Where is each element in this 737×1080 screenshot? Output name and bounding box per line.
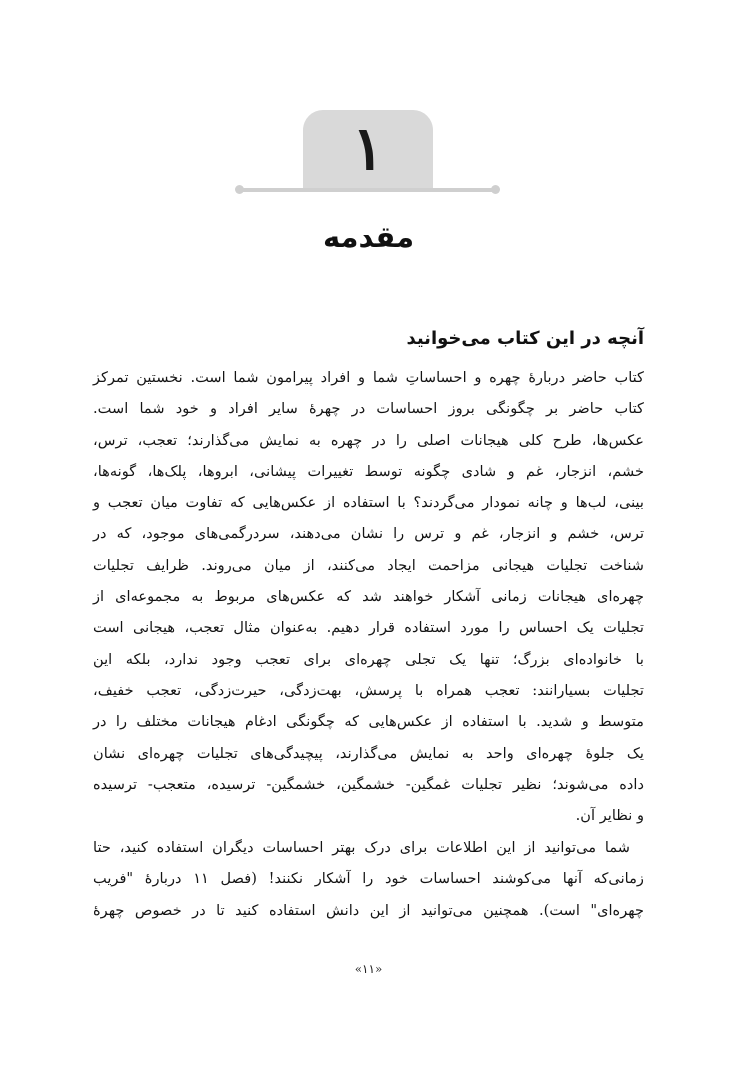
text-line: با خانواده‌ای بزرگ؛ تنها یک تجلی چهره‌ای برای تعجب وجود ندارد، بلکه این xyxy=(93,650,644,668)
text-line: شناخت تجلیات هیجانی مزاحمت ایجاد می‌کنند، از میان می‌روند. ظرایف تجلیات xyxy=(93,556,644,574)
text-line: بینی، لب‌ها و چانه نمودار می‌گردند؟ با استفاده از عکس‌هایی که تفاوت میان تعجب و xyxy=(93,494,644,512)
page-number: «۱۱» xyxy=(354,962,383,976)
text-line: متوسط و شدید. با استفاده از عکس‌هایی که چگونگی ادغام هیجانات مختلف را در xyxy=(93,713,644,731)
text-line: کتاب حاضر بر چگونگی بروز احساسات در چهرهٔ سایر افراد و خود شما است. xyxy=(93,400,644,418)
text-line: یک جلوهٔ چهره‌ای واحد به نمایش می‌گذارند، پیچیدگی‌های تجلیات چهره‌ای نشان xyxy=(93,744,644,762)
text-line: چهره‌ای هیجانات زمانی آشکار خواهند شد که عکس‌های مربوط به مجموعه‌ای از xyxy=(93,588,644,606)
text-line: زمانی‌که آنها می‌کوشند احساسات خود را آشکار نکنند! (فصل ۱۱ دربارهٔ "فریب xyxy=(93,870,644,888)
paragraph-1 xyxy=(93,362,644,831)
paragraph-2 xyxy=(93,832,644,926)
text-line: کتاب حاضر دربارهٔ چهره و احساساتِ شما و افراد پیرامون شما است. نخستین تمرکز xyxy=(93,369,644,386)
text-line: عکس‌ها، طرح کلی هیجانات اصلی را در چهره به نمایش می‌گذارند؛ تعجب، ترس، xyxy=(93,431,644,449)
text-line: ترس، خشم و انزجار، غم و ترس را نشان می‌دهند، سردرگمی‌های موجود، که در xyxy=(93,525,644,543)
text-line: تجلیات یک احساس را مورد استفاده قرار دهیم. به‌عنوان مثال تعجب، هیجانی است xyxy=(93,619,644,637)
text-line: چهره‌ای" است). همچنین می‌توانید از این دانش استفاده کنید تا در خصوص چهرهٔ xyxy=(93,901,644,919)
section-heading: آنچه در این کتاب می‌خوانید xyxy=(406,328,644,349)
divider-dot-left xyxy=(235,185,244,194)
text-line: و نظایر آن. xyxy=(575,807,644,825)
chapter-divider-rule xyxy=(240,188,495,192)
text-line: تجلیات بسیارانند: تعجب همراه با پرسش، بهت‌زدگی، حیرت‌زدگی، تعجب خفیف، xyxy=(93,681,644,699)
chapter-number: ۱ xyxy=(351,114,385,184)
divider-dot-right xyxy=(491,185,500,194)
text-line: خشم، انزجار، غم و شادی چگونه توسط تغییرات پیشانی، ابروها، پلک‌ها، گونه‌ها، xyxy=(93,462,644,480)
chapter-title: مقدمه xyxy=(322,220,415,254)
text-line: داده می‌شوند؛ نظیر تجلیات غمگین- خشمگین، خشمگین- ترسیده، متعجب- ترسیده xyxy=(93,775,644,793)
text-line: شما می‌توانید از این اطلاعات برای درک بهتر احساسات دیگران استفاده کنید، حتا xyxy=(93,839,630,856)
